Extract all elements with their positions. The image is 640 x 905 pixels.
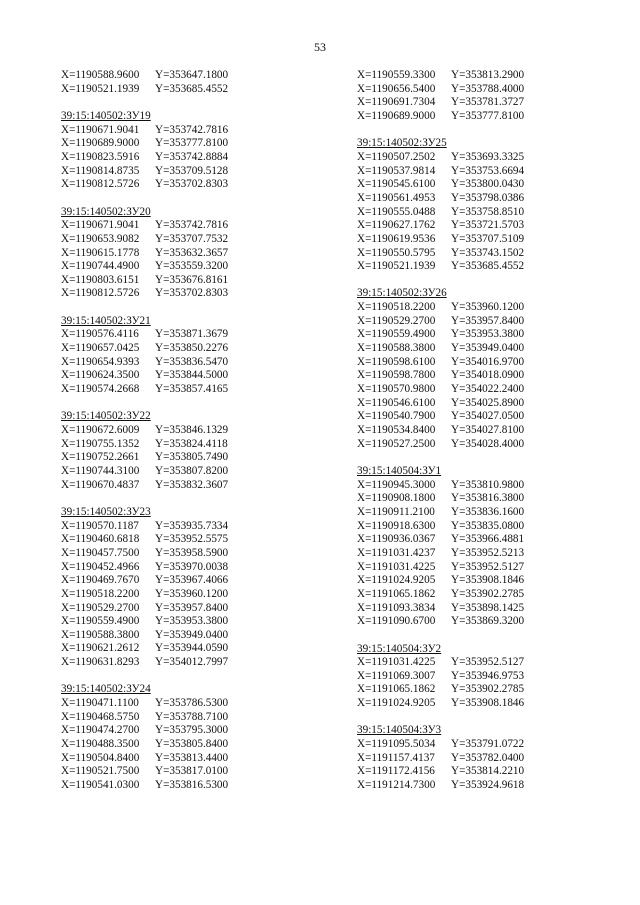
coordinate-row	[357, 697, 524, 711]
coordinate-row	[61, 602, 228, 616]
coordinate-row	[357, 615, 524, 629]
coordinate-row	[61, 574, 228, 588]
x-coordinate: X=1190908.1800	[357, 492, 436, 505]
y-coordinate: Y=353791.0722	[451, 738, 525, 751]
parcel-heading: 39:15:140502:ЗУ25	[357, 137, 447, 150]
x-coordinate: X=1190654.9393	[61, 355, 140, 368]
x-coordinate: X=1191031.4225	[357, 656, 436, 669]
x-coordinate: X=1190588.9600	[61, 69, 140, 81]
y-coordinate: Y=353813.2900	[451, 69, 525, 81]
y-coordinate: Y=353836.5470	[155, 355, 229, 368]
x-coordinate: X=1190452.4966	[61, 560, 140, 573]
y-coordinate: Y=353957.8400	[451, 314, 525, 327]
x-coordinate: X=1190559.3300	[357, 69, 436, 81]
coordinate-row	[357, 683, 524, 697]
coordinate-row	[61, 124, 228, 138]
coordinate-block	[357, 724, 524, 792]
y-coordinate: Y=353952.5575	[155, 533, 229, 546]
coordinate-row	[357, 479, 524, 493]
coordinate-row	[357, 383, 524, 397]
x-coordinate: X=1191095.5034	[357, 738, 436, 751]
coordinate-row	[357, 206, 524, 220]
coordinate-row	[357, 342, 524, 356]
x-coordinate: X=1190570.1187	[61, 519, 139, 532]
y-coordinate: Y=353817.0100	[155, 765, 229, 778]
y-coordinate: Y=353846.1329	[155, 424, 229, 436]
coordinate-row	[357, 588, 524, 602]
coordinate-row	[357, 151, 524, 165]
y-coordinate: Y=353814.2210	[451, 765, 525, 778]
coordinate-row	[357, 410, 524, 424]
parcel-heading: 39:15:140502:ЗУ21	[61, 314, 151, 327]
y-coordinate: Y=353743.1502	[451, 246, 525, 259]
coordinate-row	[357, 219, 524, 233]
x-coordinate: X=1190752.2661	[61, 451, 140, 464]
y-coordinate: Y=353952.5127	[451, 656, 525, 669]
x-coordinate: X=1190588.3800	[61, 628, 140, 641]
y-coordinate: Y=353836.1600	[451, 505, 525, 518]
coordinate-row	[357, 247, 524, 261]
parcel-heading: 39:15:140504:ЗУ1	[357, 464, 442, 477]
coordinate-block	[357, 69, 524, 124]
y-coordinate: Y=353871.3679	[155, 328, 229, 341]
y-coordinate: Y=354018.0900	[451, 369, 525, 382]
x-coordinate: X=1190576.4116	[61, 328, 139, 341]
coordinate-row	[357, 656, 524, 670]
x-coordinate: X=1190803.6151	[61, 273, 140, 286]
x-coordinate: X=1190812.5726	[61, 287, 140, 300]
y-coordinate: Y=353816.5300	[155, 779, 229, 792]
coordinate-row	[357, 738, 524, 752]
x-coordinate: X=1190823.5916	[61, 150, 140, 163]
coordinate-row	[357, 438, 524, 452]
y-coordinate: Y=354027.0500	[451, 410, 525, 423]
x-coordinate: X=1190670.4837	[61, 478, 140, 491]
x-coordinate: X=1190521.1939	[61, 82, 140, 95]
y-coordinate: Y=353781.3727	[451, 96, 525, 109]
y-coordinate: Y=353807.8200	[155, 464, 229, 477]
x-coordinate: X=1190460.6818	[61, 533, 140, 546]
right-column	[357, 69, 524, 806]
x-coordinate: X=1190598.7800	[357, 369, 436, 382]
y-coordinate: Y=353908.1846	[451, 697, 525, 710]
y-coordinate: Y=353721.5703	[451, 219, 525, 232]
coordinate-row	[61, 247, 228, 261]
coordinate-row	[61, 151, 228, 165]
x-coordinate: X=1190521.7500	[61, 765, 140, 778]
y-coordinate: Y=353676.8161	[155, 273, 229, 286]
coordinate-row	[357, 779, 524, 793]
x-coordinate: X=1190619.9536	[357, 232, 436, 245]
coordinate-block	[357, 643, 524, 711]
x-coordinate: X=1190518.2200	[357, 301, 436, 314]
coordinate-row	[357, 547, 524, 561]
x-coordinate: X=1190474.2700	[61, 724, 140, 737]
coordinate-row	[357, 315, 524, 329]
coordinate-block	[61, 315, 228, 397]
coordinate-row	[61, 615, 228, 629]
coordinate-row	[61, 642, 228, 656]
x-coordinate: X=1190744.4900	[61, 260, 140, 273]
y-coordinate: Y=353949.0400	[451, 342, 525, 355]
coordinate-row	[357, 520, 524, 534]
coordinate-block	[61, 683, 228, 792]
y-coordinate: Y=353798.0386	[451, 191, 525, 204]
parcel-heading: 39:15:140504:ЗУ2	[357, 642, 442, 655]
coordinate-row	[61, 356, 228, 370]
y-coordinate: Y=354012.7997	[155, 656, 229, 669]
coordinate-row	[61, 520, 228, 534]
y-coordinate: Y=353850.2276	[155, 342, 229, 355]
x-coordinate: X=1190555.0488	[357, 205, 436, 218]
y-coordinate: Y=353967.4066	[155, 574, 229, 587]
coordinate-block	[61, 206, 228, 302]
coordinate-row	[357, 356, 524, 370]
x-coordinate: X=1190936.0367	[357, 533, 436, 546]
coordinate-row	[61, 424, 228, 438]
y-coordinate: Y=353742.8884	[155, 150, 229, 163]
coordinate-row	[357, 96, 524, 110]
parcel-heading: 39:15:140502:ЗУ26	[357, 287, 447, 300]
coordinate-block	[357, 137, 524, 274]
y-coordinate: Y=353898.1425	[451, 601, 525, 614]
x-coordinate: X=1191024.9205	[357, 697, 436, 710]
x-coordinate: X=1190537.9814	[357, 164, 436, 177]
coordinate-row	[61, 383, 228, 397]
y-coordinate: Y=353647.1800	[155, 69, 229, 81]
x-coordinate: X=1190529.2700	[357, 314, 436, 327]
y-coordinate: Y=353970.0038	[155, 560, 229, 573]
x-coordinate: X=1190918.6300	[357, 519, 436, 532]
coordinate-row	[357, 83, 524, 97]
y-coordinate: Y=353800.0430	[451, 178, 525, 191]
coordinate-row	[357, 369, 524, 383]
coordinate-row	[61, 274, 228, 288]
x-coordinate: X=1190570.9800	[357, 383, 436, 396]
y-coordinate: Y=353702.8303	[155, 178, 229, 191]
coordinate-row	[61, 178, 228, 192]
x-coordinate: X=1190457.7500	[61, 546, 140, 559]
left-column	[61, 69, 228, 806]
y-coordinate: Y=354016.9700	[451, 355, 525, 368]
coordinate-row	[61, 328, 228, 342]
coordinate-row	[357, 424, 524, 438]
x-coordinate: X=1190504.8400	[61, 751, 140, 764]
coordinate-row	[61, 83, 228, 97]
page-number: 53	[314, 40, 326, 54]
x-coordinate: X=1190518.2200	[61, 587, 140, 600]
y-coordinate: Y=353924.9618	[451, 779, 525, 792]
y-coordinate: Y=353844.5000	[155, 369, 229, 382]
y-coordinate: Y=353559.3200	[155, 260, 229, 273]
x-coordinate: X=1190671.9041	[61, 219, 140, 232]
parcel-heading: 39:15:140502:ЗУ20	[61, 205, 151, 218]
x-coordinate: X=1190471.1100	[61, 697, 139, 710]
coordinate-row	[357, 752, 524, 766]
x-coordinate: X=1190624.3500	[61, 369, 140, 382]
coordinate-row	[61, 561, 228, 575]
y-coordinate: Y=354027.8100	[451, 424, 525, 437]
y-coordinate: Y=353946.9753	[451, 669, 525, 682]
coordinate-row	[357, 165, 524, 179]
y-coordinate: Y=353685.4552	[155, 82, 229, 95]
y-coordinate: Y=354028.4000	[451, 437, 525, 450]
coordinate-row	[61, 369, 228, 383]
y-coordinate: Y=353805.8400	[155, 738, 229, 751]
x-coordinate: X=1190744.3100	[61, 464, 140, 477]
coordinate-row	[61, 233, 228, 247]
x-coordinate: X=1191157.4137	[357, 751, 435, 764]
parcel-heading: 39:15:140502:ЗУ24	[61, 683, 151, 696]
coordinate-row	[61, 260, 228, 274]
y-coordinate: Y=353835.0800	[451, 519, 525, 532]
x-coordinate: X=1190615.1778	[61, 246, 140, 259]
y-coordinate: Y=353709.5128	[155, 164, 229, 177]
x-coordinate: X=1191065.1862	[357, 587, 436, 600]
y-coordinate: Y=353960.1200	[451, 301, 525, 314]
y-coordinate: Y=353902.2785	[451, 587, 525, 600]
y-coordinate: Y=353788.4000	[451, 82, 525, 95]
y-coordinate: Y=354022.2400	[451, 383, 525, 396]
x-coordinate: X=1190814.8735	[61, 164, 140, 177]
y-coordinate: Y=353805.7490	[155, 451, 229, 464]
coordinate-block	[357, 287, 524, 451]
y-coordinate: Y=353952.5213	[451, 546, 525, 559]
x-coordinate: X=1191172.4156	[357, 765, 435, 778]
coordinate-row	[61, 479, 228, 493]
coordinate-row	[61, 69, 228, 83]
y-coordinate: Y=353832.3607	[155, 478, 229, 491]
y-coordinate: Y=353632.3657	[155, 246, 229, 259]
coordinate-row	[61, 438, 228, 452]
x-coordinate: X=1190691.7304	[357, 96, 436, 109]
x-coordinate: X=1190672.6009	[61, 424, 140, 436]
x-coordinate: X=1190559.4900	[357, 328, 436, 341]
x-coordinate: X=1190545.6100	[357, 178, 436, 191]
coordinate-row	[61, 656, 228, 670]
x-coordinate: X=1190656.5400	[357, 82, 436, 95]
y-coordinate: Y=353869.3200	[451, 615, 525, 628]
x-coordinate: X=1190588.3800	[357, 342, 436, 355]
x-coordinate: X=1191031.4225	[357, 560, 436, 573]
y-coordinate: Y=353952.5127	[451, 560, 525, 573]
x-coordinate: X=1190550.5795	[357, 246, 436, 259]
y-coordinate: Y=353742.7816	[155, 123, 229, 136]
coordinate-row	[61, 724, 228, 738]
coordinate-row	[357, 233, 524, 247]
y-coordinate: Y=353960.1200	[155, 587, 229, 600]
coordinate-row	[61, 342, 228, 356]
coordinate-row	[357, 110, 524, 124]
coordinate-row	[61, 697, 228, 711]
parcel-heading: 39:15:140502:ЗУ19	[61, 109, 151, 122]
coordinate-row	[357, 602, 524, 616]
y-coordinate: Y=353953.3800	[451, 328, 525, 341]
x-coordinate: X=1191093.3834	[357, 601, 436, 614]
x-coordinate: X=1191024.9205	[357, 574, 436, 587]
y-coordinate: Y=353816.3800	[451, 492, 525, 505]
x-coordinate: X=1190546.6100	[357, 396, 436, 409]
y-coordinate: Y=353957.8400	[155, 601, 229, 614]
y-coordinate: Y=353685.4552	[451, 260, 525, 273]
coordinate-row	[357, 506, 524, 520]
parcel-heading: 39:15:140502:ЗУ23	[61, 505, 151, 518]
y-coordinate: Y=353777.8100	[451, 109, 525, 122]
coordinate-row	[357, 301, 524, 315]
x-coordinate: X=1190945.3000	[357, 478, 436, 491]
y-coordinate: Y=353753.6694	[451, 164, 525, 177]
x-coordinate: X=1190540.7900	[357, 410, 436, 423]
x-coordinate: X=1190559.4900	[61, 615, 140, 628]
x-coordinate: X=1190653.9082	[61, 232, 140, 245]
y-coordinate: Y=353788.7100	[155, 710, 229, 723]
y-coordinate: Y=353702.8303	[155, 287, 229, 300]
x-coordinate: X=1190574.2668	[61, 383, 140, 396]
coordinate-row	[61, 547, 228, 561]
y-coordinate: Y=353813.4400	[155, 751, 229, 764]
y-coordinate: Y=353949.0400	[155, 628, 229, 641]
coordinate-row	[357, 192, 524, 206]
coordinate-row	[61, 137, 228, 151]
coordinate-row	[357, 574, 524, 588]
y-coordinate: Y=353902.2785	[451, 683, 525, 696]
x-coordinate: X=1191031.4237	[357, 546, 436, 559]
coordinate-row	[61, 738, 228, 752]
y-coordinate: Y=353966.4881	[451, 533, 525, 546]
coordinate-block	[61, 69, 228, 96]
coordinate-row	[61, 629, 228, 643]
coordinate-row	[61, 165, 228, 179]
x-coordinate: X=1190507.2502	[357, 150, 436, 163]
coordinate-row	[357, 561, 524, 575]
y-coordinate: Y=353693.3325	[451, 150, 525, 163]
x-coordinate: X=1190598.6100	[357, 355, 436, 368]
coordinate-row	[61, 765, 228, 779]
y-coordinate: Y=353786.5300	[155, 697, 229, 710]
x-coordinate: X=1190627.1762	[357, 219, 436, 232]
x-coordinate: X=1190689.9000	[357, 109, 436, 122]
parcel-heading: 39:15:140502:ЗУ22	[61, 410, 151, 423]
coordinate-row	[357, 69, 524, 83]
x-coordinate: X=1191065.1862	[357, 683, 436, 696]
x-coordinate: X=1191214.7300	[357, 779, 436, 792]
y-coordinate: Y=353908.1846	[451, 574, 525, 587]
parcel-heading: 39:15:140504:ЗУ3	[357, 724, 442, 737]
coordinate-row	[61, 451, 228, 465]
coordinate-row	[61, 465, 228, 479]
x-coordinate: X=1190488.3500	[61, 738, 140, 751]
coordinate-row	[61, 752, 228, 766]
coordinate-block	[61, 110, 228, 192]
y-coordinate: Y=353742.7816	[155, 219, 229, 232]
x-coordinate: X=1190468.5750	[61, 710, 140, 723]
y-coordinate: Y=353953.3800	[155, 615, 229, 628]
coordinate-row	[357, 670, 524, 684]
y-coordinate: Y=353958.5900	[155, 546, 229, 559]
coordinate-block	[61, 506, 228, 670]
x-coordinate: X=1190755.1352	[61, 437, 140, 450]
x-coordinate: X=1190671.9041	[61, 123, 140, 136]
x-coordinate: X=1190561.4953	[357, 191, 436, 204]
x-coordinate: X=1190529.2700	[61, 601, 140, 614]
y-coordinate: Y=353944.0590	[155, 642, 229, 655]
y-coordinate: Y=353782.0400	[451, 751, 525, 764]
x-coordinate: X=1190521.1939	[357, 260, 436, 273]
y-coordinate: Y=353795.3000	[155, 724, 229, 737]
coordinate-row	[61, 711, 228, 725]
coordinate-row	[357, 397, 524, 411]
coordinate-row	[357, 492, 524, 506]
y-coordinate: Y=353707.5109	[451, 232, 525, 245]
x-coordinate: X=1190469.7670	[61, 574, 140, 587]
coordinate-row	[61, 533, 228, 547]
coordinate-row	[357, 328, 524, 342]
y-coordinate: Y=353810.9800	[451, 478, 525, 491]
coordinate-row	[61, 219, 228, 233]
x-coordinate: X=1190812.5726	[61, 178, 140, 191]
y-coordinate: Y=353935.7334	[155, 519, 229, 532]
x-coordinate: X=1190527.2500	[357, 437, 436, 450]
x-coordinate: X=1190534.8400	[357, 424, 436, 437]
x-coordinate: X=1190911.2100	[357, 505, 435, 518]
coordinate-row	[61, 588, 228, 602]
y-coordinate: Y=353857.4165	[155, 383, 229, 396]
y-coordinate: Y=353707.7532	[155, 232, 229, 245]
x-coordinate: X=1190657.0425	[61, 342, 140, 355]
x-coordinate: X=1191090.6700	[357, 615, 436, 628]
coordinate-row	[357, 765, 524, 779]
coordinate-row	[61, 779, 228, 793]
x-coordinate: X=1190689.9000	[61, 137, 140, 150]
coordinate-block	[61, 410, 228, 492]
y-coordinate: Y=353758.8510	[451, 205, 525, 218]
coordinate-row	[357, 260, 524, 274]
x-coordinate: X=1191069.3007	[357, 669, 436, 682]
coordinate-row	[61, 287, 228, 301]
coordinate-block	[357, 465, 524, 629]
coordinate-row	[357, 178, 524, 192]
x-coordinate: X=1190621.2612	[61, 642, 140, 655]
y-coordinate: Y=354025.8900	[451, 396, 525, 409]
coordinate-row	[357, 533, 524, 547]
x-coordinate: X=1190541.0300	[61, 779, 140, 792]
y-coordinate: Y=353824.4118	[155, 437, 228, 450]
y-coordinate: Y=353777.8100	[155, 137, 229, 150]
x-coordinate: X=1190631.8293	[61, 656, 140, 669]
